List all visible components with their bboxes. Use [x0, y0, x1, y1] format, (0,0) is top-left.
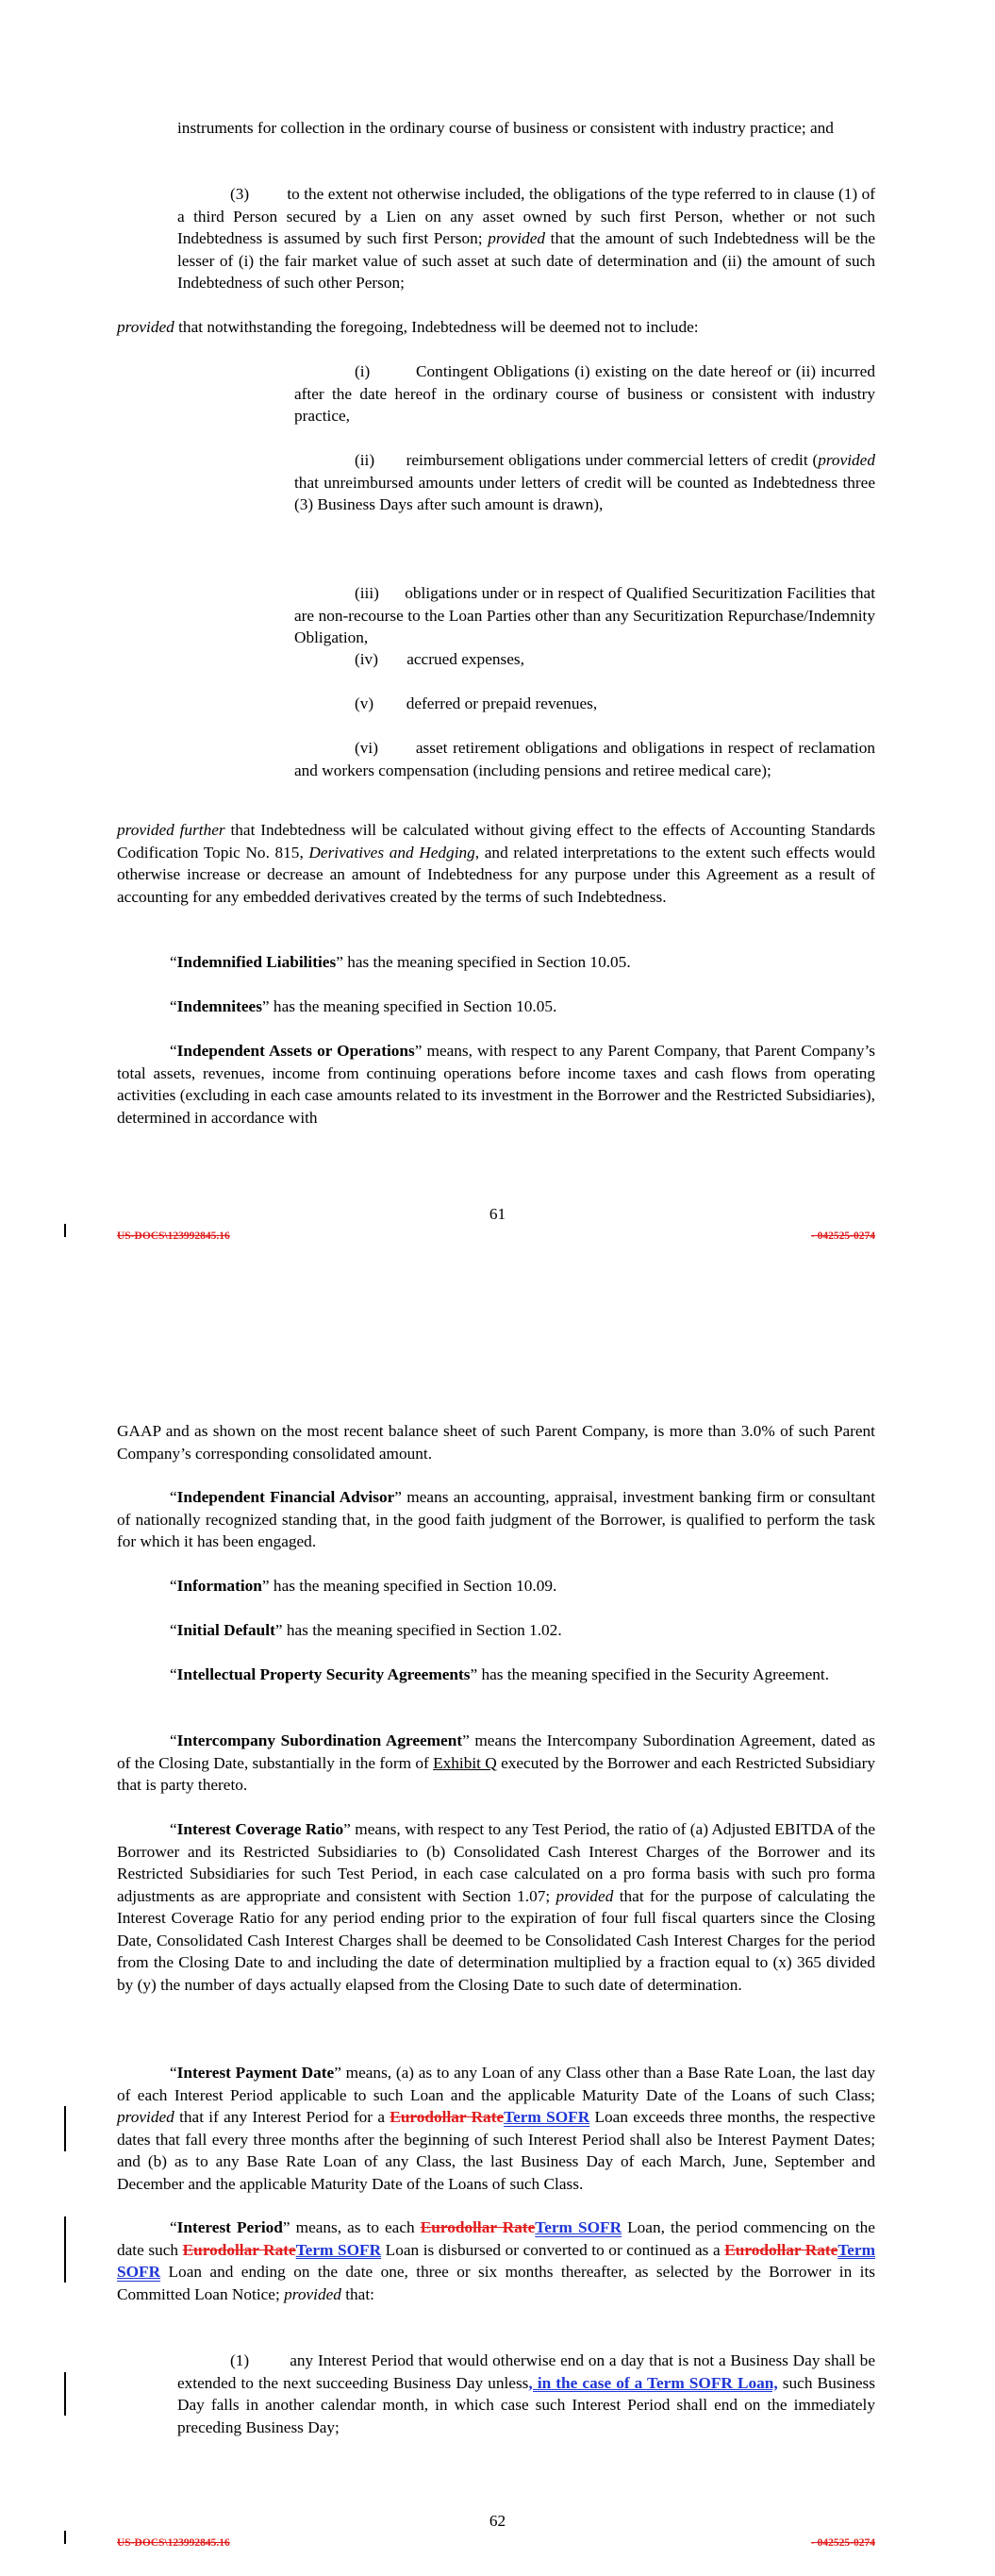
defined-term: Interest Period	[176, 2218, 283, 2236]
text: that if any Interest Period for a	[179, 2108, 385, 2126]
exclusion-v	[294, 693, 875, 715]
text: means, with respect to any Test Period, the ratio of (a) Adjusted EBITDA of the Borrower and its Restricted Subsidiaries to (b) Consolidated Cash Interest Charges of the Borrower and its Restricted Subsidiaries for such Test Period, in each case calculated on a pro forma basis with such pro forma adjustments as are appropriate and consistent with Section 1.07;	[117, 1820, 875, 1905]
clause-number: (v)	[355, 694, 374, 712]
provided-italic: provided	[117, 318, 174, 336]
definition-independent-financial-advisor: “Independent Financial Advisor” means an accounting, appraisal, investment banking firm or consultant of nationally recognized standing that, in the good faith judgment of the Borrower, is qualified to perform the task for which it has been engaged.	[117, 1488, 875, 1550]
change-bar	[64, 2531, 66, 2544]
text: such Business Day falls in another calendar month, in which case such Interest Period shall end on the immediately preceding Business Day;	[177, 2373, 876, 2436]
deleted-text: Eurodollar Rate	[724, 2240, 838, 2259]
text: instruments for collection in the ordinary course of business or consistent with industry practice; and	[177, 119, 834, 137]
defined-term: Intercompany Subordination Agreement	[176, 1731, 463, 1749]
paragraph-provided-further	[117, 819, 875, 908]
inserted-text: Term SOFR	[504, 2108, 590, 2126]
clause-number: (3)	[230, 185, 250, 203]
clause-number: (iv)	[355, 650, 378, 668]
interest-period-clause-1	[177, 2350, 875, 2438]
text: GAAP and as shown on the most recent balance sheet of such Parent Company, is more than 3.0% of such Parent Company’s corresponding consolidated amount.	[117, 1422, 875, 1463]
text: reimbursement obligations under commercial letters of credit (	[406, 451, 819, 469]
provided-italic: provided	[556, 1886, 614, 1905]
provided-italic: provided	[284, 2284, 341, 2303]
definition-independent-assets: “Independent Assets or Operations” means, with respect to any Parent Company, that Parent Company’s total assets, revenues, income from continuing operations before income taxes and cash flows from operating activities (excluding in each case amounts related to its investment in the Borrower and the Restricted Subsidiaries), determined in accordance with	[117, 1042, 875, 1127]
deleted-text: Eurodollar Rate	[420, 2218, 536, 2236]
text: executed by the Borrower and each Restricted Subsidiary that is party thereto.	[117, 1753, 875, 1794]
definition-indemnified-liabilities: “Indemnified Liabilities” has the meaning specified in Section 10.05.	[170, 953, 631, 971]
change-bar	[64, 2372, 66, 2416]
inserted-text: , in the case of a Term SOFR Loan,	[528, 2373, 778, 2392]
paragraph-provided	[117, 316, 875, 339]
definition-ip-security-agreements: “Intellectual Property Security Agreements” has the meaning specified in the Security Agreement.	[170, 1665, 830, 1683]
footer-matter-number: - 042525-0274	[810, 2537, 875, 2549]
change-bar	[64, 2106, 66, 2151]
text: that the amount of such Indebtedness will be the lesser of (i) the fair market value of such asset at such date of determination and (ii) the amount of such Indebtedness of such other Person;	[177, 229, 876, 292]
defined-term: Indemnified Liabilities	[176, 953, 337, 971]
footer-doc-id: US-DOCS\123992845.16	[117, 1230, 230, 1242]
text: obligations under or in respect of Qualified Securitization Facilities that are non-recourse to the Loan Parties other than any Securitization Repurchase/Indemnity Obligation,	[294, 584, 876, 646]
definition-information: “Information” has the meaning specified in Section 10.09.	[170, 1577, 557, 1595]
text: any Interest Period that would otherwise end on a day that is not a Business Day shall be extended to the next succeeding Business Day unless	[177, 2351, 875, 2392]
exhibit-reference: Exhibit Q	[433, 1753, 497, 1772]
definition-initial-default: “Initial Default” has the meaning specified in Section 1.02.	[170, 1621, 562, 1639]
exclusion-iv	[294, 648, 875, 671]
text: that:	[345, 2284, 374, 2303]
provided-italic: provided	[117, 2108, 174, 2126]
text: that unreimbursed amounts under letters of credit will be counted as Indebtedness three (3) Business Days after such amount is drawn),	[294, 473, 875, 513]
text: Loan exceeds three months, the respective dates that fall every three months after the beginning of such Interest Period shall also be Interest Payment Dates; and (b) as to any Base Rate Loan of any Class, the last Business Day of each March, June, September and December and the applicable Maturity Date of the Loans of such Class.	[117, 2108, 876, 2193]
italic-term: Derivatives and Hedging	[308, 843, 475, 861]
clause-number: (vi)	[355, 739, 378, 757]
text: Loan and ending on the date one, three or six months thereafter, as selected by the Borrower in its Committed Loan Notice;	[117, 2263, 875, 2303]
text: deferred or prepaid revenues,	[406, 694, 598, 712]
footer-doc-id: US-DOCS\123992845.16	[117, 2537, 230, 2549]
text: means, (a) as to any Loan of any Class other than a Base Rate Loan, the last day of each Interest Period applicable to such Loan and the applicable Maturity Date of the Loans of such Class;	[117, 2064, 875, 2104]
defined-term: Information	[176, 1577, 262, 1595]
inserted-text: Term SOFR	[117, 2240, 875, 2281]
text: Loan, the period commencing on the date such	[117, 2218, 875, 2259]
text: Loan is disbursed or converted to or continued as a	[385, 2240, 721, 2259]
provided-italic: provided	[818, 451, 875, 469]
definition-intercompany-subordination: “Intercompany Subordination Agreement” means the Intercompany Subordination Agreement, dated as of the Closing Date, substantially in the form of Exhibit Q executed by the Borrower and each Restricted Subsidiary that is party thereto.	[117, 1731, 875, 1794]
page-number: 62	[489, 2512, 506, 2530]
definition-indemnitees: “Indemnitees” has the meaning specified in Section 10.05.	[170, 997, 557, 1015]
text: that notwithstanding the foregoing, Indebtedness will be deemed not to include:	[178, 318, 699, 336]
clause-3	[177, 183, 875, 294]
text: Contingent Obligations (i) existing on the date hereof or (ii) incurred after the date hereof in the ordinary course of business or consistent with industry practice,	[294, 362, 875, 425]
page-number: 61	[489, 1205, 506, 1223]
defined-term: Independent Financial Advisor	[176, 1488, 395, 1506]
inserted-text: Term SOFR	[295, 2240, 382, 2259]
change-bar	[64, 1224, 66, 1237]
text: has the meaning specified in Section 10.05.	[273, 997, 557, 1015]
exclusion-vi	[294, 737, 875, 781]
exclusion-iii	[294, 582, 875, 649]
deleted-text: Eurodollar Rate	[390, 2108, 505, 2126]
text: has the meaning specified in the Security Agreement.	[481, 1665, 830, 1683]
text: , and related interpretations to the extent such effects would otherwise increase or decrease an amount of Indebtedness for any purpose under this Agreement as a result of accounting for any embedded derivatives created by the terms of such Indebtedness.	[117, 843, 876, 906]
text: accrued expenses,	[406, 650, 524, 668]
text: has the meaning specified in Section 1.02.	[286, 1621, 562, 1639]
text: means, with respect to any Parent Company, that Parent Company’s total assets, revenues, income from continuing operations before income taxes and cash flows from operating activities (excluding in each case amounts related to its investment in the Borrower and the Restricted Subsidiaries), determined in accordance with	[117, 1042, 875, 1127]
text: means, as to each	[295, 2218, 415, 2236]
exclusion-ii	[294, 449, 875, 516]
change-bar	[64, 2216, 66, 2283]
text: means an accounting, appraisal, investment banking firm or consultant of nationally recognized standing that, in the good faith judgment of the Borrower, is qualified to perform the task for which it has been engaged.	[117, 1488, 875, 1550]
text: asset retirement obligations and obligations in respect of reclamation and workers compensation (including pensions and retiree medical care);	[294, 739, 875, 779]
definition-interest-period: “Interest Period” means, as to each Eurodollar RateTerm SOFR Loan, the period commencing on the date such Eurodollar RateTerm SOFR Loan is disbursed or converted to or continued as a Eurodollar RateTerm SOFR Loan and ending on the date one, three or six months thereafter, as selected by the Borrower in its Committed Loan Notice; provided that:	[117, 2218, 875, 2303]
text: that for the purpose of calculating the Interest Coverage Ratio for any period ending prior to the expiration of four full fiscal quarters since the Closing Date, Consolidated Cash Interest Charges shall be deemed to be Consolidated Cash Interest Charges for the period from the Closing Date to and including the date of determination multiplied by a fraction equal to (x) 365 divided by (y) the number of days actually elapsed from the Closing Date to such date of determination.	[117, 1886, 875, 1994]
defined-term: Interest Payment Date	[176, 2064, 335, 2082]
provided-italic: provided	[488, 229, 546, 247]
definition-interest-payment-date: “Interest Payment Date” means, (a) as to any Loan of any Class other than a Base Rate Loan, the last day of each Interest Period applicable to such Loan and the applicable Maturity Date of the Loans of such Class; provided that if any Interest Period for a Eurodollar RateTerm SOFR Loan exceeds three months, the respective dates that fall every three months after the beginning of such Interest Period shall also be Interest Payment Dates; and (b) as to any Base Rate Loan of any Class, the last Business Day of each March, June, September and December and the applicable Maturity Date of the Loans of such Class.	[117, 2064, 876, 2193]
inserted-text: Term SOFR	[535, 2218, 622, 2236]
text: means the Intercompany Subordination Agreement, dated as of the Closing Date, substantially in the form of	[117, 1731, 875, 1772]
paragraph-gaap	[117, 1420, 875, 1464]
exclusion-i	[294, 360, 875, 427]
text: that Indebtedness will be calculated without giving effect to the effects of Accounting Standards Codification Topic No. 815,	[117, 821, 875, 861]
provided-italic: provided further	[117, 821, 225, 839]
defined-term: Intellectual Property Security Agreements	[176, 1665, 471, 1683]
defined-term: Independent Assets or Operations	[176, 1042, 415, 1060]
clause-number: (ii)	[355, 451, 375, 469]
text: has the meaning specified in Section 10.05.	[347, 953, 631, 971]
text: has the meaning specified in Section 10.09.	[273, 1577, 557, 1595]
footer-matter-number: - 042525-0274	[810, 1230, 875, 1242]
defined-term: Interest Coverage Ratio	[176, 1820, 344, 1838]
paragraph-instruments	[177, 117, 875, 140]
deleted-text: Eurodollar Rate	[182, 2240, 296, 2259]
definition-interest-coverage-ratio: “Interest Coverage Ratio” means, with respect to any Test Period, the ratio of (a) Adjusted EBITDA of the Borrower and its Restricted Subsidiaries to (b) Consolidated Cash Interest Charges of the Borrower and its Restricted Subsidiaries for such Test Period, in each case calculated on a pro forma basis with such pro forma adjustments as are appropriate and consistent with Section 1.07; provided that for the purpose of calculating the Interest Coverage Ratio for any period ending prior to the expiration of four full fiscal quarters since the Closing Date, Consolidated Cash Interest Charges shall be deemed to be Consolidated Cash Interest Charges for the period from the Closing Date to and including the date of determination multiplied by a fraction equal to (x) 365 divided by (y) the number of days actually elapsed from the Closing Date to such date of determination.	[117, 1820, 875, 1994]
clause-number: (iii)	[355, 584, 379, 602]
defined-term: Indemnitees	[176, 997, 262, 1015]
defined-term: Initial Default	[176, 1621, 275, 1639]
clause-number: (i)	[355, 362, 371, 380]
text: to the extent not otherwise included, the obligations of the type referred to in clause (1) of a third Person secured by a Lien on any asset owned by such first Person, whether or not such Indebtedness is assumed by such first Person;	[177, 185, 876, 247]
clause-number: (1)	[230, 2351, 250, 2369]
